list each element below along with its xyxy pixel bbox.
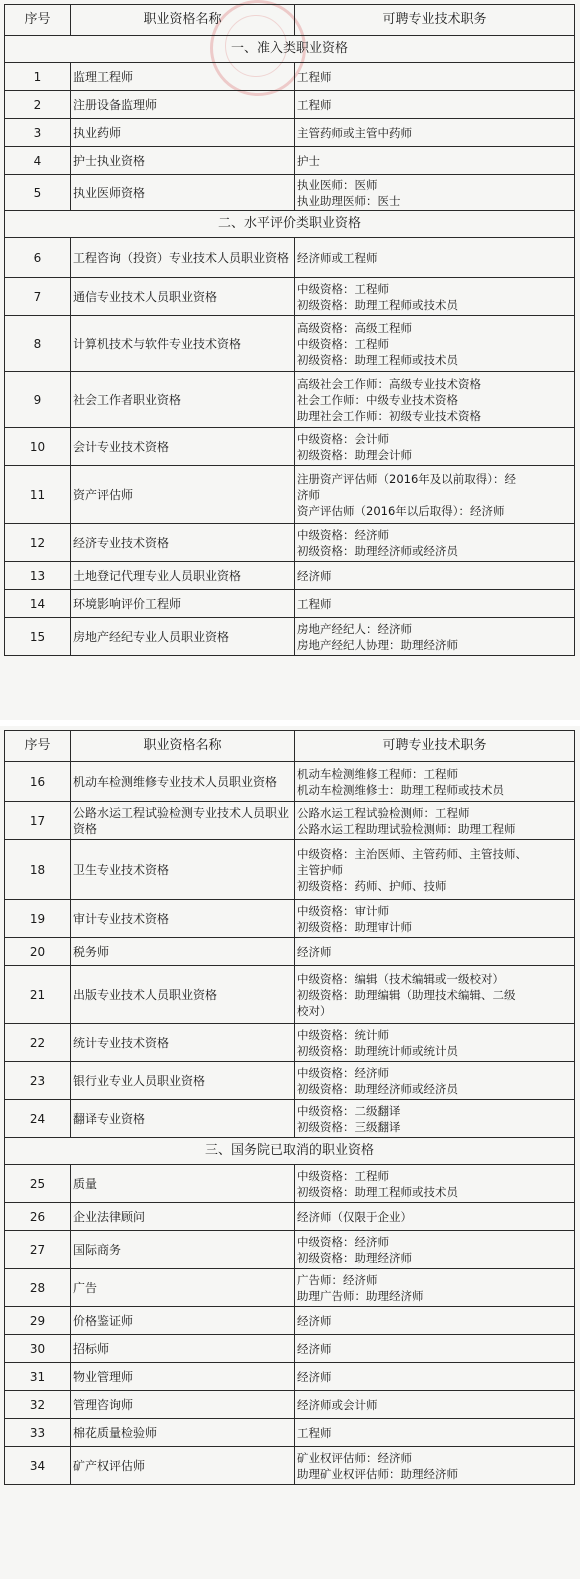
post-line: 房地产经纪人协理：助理经济师	[297, 637, 458, 652]
table-header-row	[5, 731, 575, 762]
post-line: 护士	[297, 153, 320, 168]
row-qualification-name: 税务师	[71, 938, 295, 966]
post-line: 初级资格：助理统计师或统计员	[297, 1043, 458, 1058]
row-qualification-name: 银行业专业人员职业资格	[71, 1062, 295, 1100]
row-serial-number: 28	[5, 1269, 71, 1307]
row-eligible-posts	[295, 1269, 575, 1307]
post-line: 中级资格：编辑（技术编辑或一级校对）	[297, 971, 504, 986]
post-line: 主管护师	[297, 862, 343, 877]
qualification-table-page-1	[4, 4, 575, 656]
row-qualification-name: 棉花质量检验师	[71, 1419, 295, 1447]
row-eligible-posts	[295, 802, 575, 840]
row-eligible-posts	[295, 428, 575, 466]
post-line: 中级资格：审计师	[297, 903, 389, 918]
post-line: 矿业权评估师：经济师	[297, 1450, 412, 1465]
row-serial-number: 17	[5, 802, 71, 840]
row-qualification-name: 执业医师资格	[71, 175, 295, 211]
row-qualification-name: 统计专业技术资格	[71, 1024, 295, 1062]
post-line: 广告师：经济师	[297, 1272, 378, 1287]
post-line: 初级资格：助理编辑（助理技术编辑、二级	[297, 987, 516, 1002]
row-qualification-name: 注册设备监理师	[71, 91, 295, 119]
section-title-page1-2: 二、水平评价类职业资格	[5, 211, 575, 238]
row-eligible-posts	[295, 562, 575, 590]
row-serial-number: 27	[5, 1231, 71, 1269]
post-line: 资产评估师（2016年以后取得）：经济师	[297, 503, 505, 518]
row-eligible-posts	[295, 524, 575, 562]
table-row	[5, 1335, 575, 1363]
section-header-row	[5, 1138, 575, 1165]
post-line: 初级资格：助理工程师或技术员	[297, 297, 458, 312]
row-qualification-name: 环境影响评价工程师	[71, 590, 295, 618]
row-qualification-name: 护士执业资格	[71, 147, 295, 175]
post-line: 执业助理医师：医士	[297, 193, 401, 208]
row-eligible-posts	[295, 1447, 575, 1485]
row-eligible-posts	[295, 63, 575, 91]
post-line: 注册资产评估师（2016年及以前取得）：经	[297, 471, 517, 486]
table-row	[5, 590, 575, 618]
table-row	[5, 238, 575, 278]
table-row	[5, 1269, 575, 1307]
row-serial-number: 11	[5, 466, 71, 524]
document-page-1	[0, 0, 580, 720]
row-serial-number: 34	[5, 1447, 71, 1485]
row-serial-number: 15	[5, 618, 71, 656]
row-eligible-posts	[295, 1307, 575, 1335]
row-qualification-name: 矿产权评估师	[71, 1447, 295, 1485]
row-eligible-posts	[295, 1062, 575, 1100]
post-line: 工程师	[297, 69, 332, 84]
row-serial-number: 21	[5, 966, 71, 1024]
section-header-row	[5, 211, 575, 238]
post-line: 工程师	[297, 97, 332, 112]
row-serial-number: 30	[5, 1335, 71, 1363]
row-eligible-posts	[295, 618, 575, 656]
row-eligible-posts	[295, 1391, 575, 1419]
row-eligible-posts	[295, 1165, 575, 1203]
document-page-2	[0, 726, 580, 1579]
row-eligible-posts	[295, 1203, 575, 1231]
row-serial-number: 16	[5, 762, 71, 802]
row-qualification-name: 卫生专业技术资格	[71, 840, 295, 900]
row-eligible-posts	[295, 966, 575, 1024]
table-row	[5, 1419, 575, 1447]
row-eligible-posts	[295, 372, 575, 428]
table-row	[5, 1447, 575, 1485]
post-line: 中级资格：会计师	[297, 431, 389, 446]
post-line: 中级资格：经济师	[297, 1234, 389, 1249]
row-eligible-posts	[295, 938, 575, 966]
post-line: 经济师	[297, 1369, 332, 1384]
row-qualification-name: 计算机技术与软件专业技术资格	[71, 316, 295, 372]
row-serial-number: 5	[5, 175, 71, 211]
post-line: 经济师	[297, 568, 332, 583]
row-qualification-name: 经济专业技术资格	[71, 524, 295, 562]
table-row	[5, 900, 575, 938]
row-qualification-name: 会计专业技术资格	[71, 428, 295, 466]
post-line: 初级资格：助理会计师	[297, 447, 412, 462]
post-line: 初级资格：助理工程师或技术员	[297, 352, 458, 367]
row-eligible-posts	[295, 91, 575, 119]
row-qualification-name: 价格鉴证师	[71, 1307, 295, 1335]
row-eligible-posts	[295, 762, 575, 802]
row-serial-number: 10	[5, 428, 71, 466]
post-line: 初级资格：助理经济师	[297, 1250, 412, 1265]
post-line: 初级资格：助理经济师或经济员	[297, 1081, 458, 1096]
row-serial-number: 12	[5, 524, 71, 562]
row-qualification-name: 翻译专业资格	[71, 1100, 295, 1138]
table-row	[5, 428, 575, 466]
table-row	[5, 1203, 575, 1231]
post-line: 初级资格：三级翻译	[297, 1119, 401, 1134]
row-qualification-name: 资产评估师	[71, 466, 295, 524]
table-row	[5, 1391, 575, 1419]
post-line: 助理社会工作师：初级专业技术资格	[297, 408, 481, 423]
row-eligible-posts	[295, 278, 575, 316]
header-qualification-name: 职业资格名称	[71, 5, 295, 36]
row-eligible-posts	[295, 840, 575, 900]
row-qualification-name: 企业法律顾问	[71, 1203, 295, 1231]
row-eligible-posts	[295, 590, 575, 618]
table-header-row	[5, 5, 575, 36]
row-qualification-name: 机动车检测维修专业技术人员职业资格	[71, 762, 295, 802]
post-line: 高级社会工作师：高级专业技术资格	[297, 376, 481, 391]
row-eligible-posts	[295, 175, 575, 211]
post-line: 经济师	[297, 1341, 332, 1356]
header-qualification-name: 职业资格名称	[71, 731, 295, 762]
row-serial-number: 13	[5, 562, 71, 590]
header-serial-number: 序号	[5, 731, 71, 762]
post-line: 中级资格：工程师	[297, 336, 389, 351]
post-line: 经济师或工程师	[297, 250, 378, 265]
row-qualification-name: 管理咨询师	[71, 1391, 295, 1419]
row-serial-number: 4	[5, 147, 71, 175]
row-eligible-posts	[295, 900, 575, 938]
row-qualification-name: 招标师	[71, 1335, 295, 1363]
post-line: 机动车检测维修士：助理工程师或技术员	[297, 782, 504, 797]
post-line: 工程师	[297, 1425, 332, 1440]
table-row	[5, 466, 575, 524]
table-row	[5, 802, 575, 840]
row-serial-number: 19	[5, 900, 71, 938]
row-eligible-posts	[295, 1231, 575, 1269]
post-line: 中级资格：主治医师、主管药师、主管技师、	[297, 846, 527, 861]
row-eligible-posts	[295, 119, 575, 147]
row-qualification-name: 监理工程师	[71, 63, 295, 91]
post-line: 初级资格：助理审计师	[297, 919, 412, 934]
row-serial-number: 22	[5, 1024, 71, 1062]
header-eligible-post: 可聘专业技术职务	[295, 731, 575, 762]
row-qualification-name: 审计专业技术资格	[71, 900, 295, 938]
post-line: 中级资格：工程师	[297, 281, 389, 296]
qualification-table-page-2	[4, 730, 575, 1485]
row-qualification-name: 工程咨询（投资）专业技术人员职业资格	[71, 238, 295, 278]
row-eligible-posts	[295, 316, 575, 372]
table-row	[5, 840, 575, 900]
row-serial-number: 33	[5, 1419, 71, 1447]
section-title-page2-3: 三、国务院已取消的职业资格	[5, 1138, 575, 1165]
row-serial-number: 25	[5, 1165, 71, 1203]
row-serial-number: 6	[5, 238, 71, 278]
row-eligible-posts	[295, 1335, 575, 1363]
row-qualification-name: 通信专业技术人员职业资格	[71, 278, 295, 316]
post-line: 公路水运工程助理试验检测师：助理工程师	[297, 821, 516, 836]
header-serial-number: 序号	[5, 5, 71, 36]
row-eligible-posts	[295, 1363, 575, 1391]
table-row	[5, 1100, 575, 1138]
post-line: 房地产经纪人：经济师	[297, 621, 412, 636]
post-line: 工程师	[297, 596, 332, 611]
row-qualification-name: 物业管理师	[71, 1363, 295, 1391]
post-line: 机动车检测维修工程师：工程师	[297, 766, 458, 781]
row-eligible-posts	[295, 1100, 575, 1138]
row-serial-number: 3	[5, 119, 71, 147]
post-line: 经济师	[297, 1313, 332, 1328]
table-row	[5, 562, 575, 590]
post-line: 经济师（仅限于企业）	[297, 1209, 412, 1224]
row-serial-number: 7	[5, 278, 71, 316]
table-row	[5, 1165, 575, 1203]
table-row	[5, 147, 575, 175]
row-eligible-posts	[295, 147, 575, 175]
row-qualification-name: 出版专业技术人员职业资格	[71, 966, 295, 1024]
table-row	[5, 278, 575, 316]
table-row	[5, 91, 575, 119]
row-serial-number: 26	[5, 1203, 71, 1231]
section-title-page1-1: 一、准入类职业资格	[5, 36, 575, 63]
post-line: 主管药师或主管中药师	[297, 125, 412, 140]
post-line: 公路水运工程试验检测师：工程师	[297, 805, 470, 820]
row-eligible-posts	[295, 466, 575, 524]
row-serial-number: 23	[5, 1062, 71, 1100]
row-qualification-name: 公路水运工程试验检测专业技术人员职业资格	[71, 802, 295, 840]
row-serial-number: 20	[5, 938, 71, 966]
row-qualification-name: 质量	[71, 1165, 295, 1203]
row-qualification-name: 广告	[71, 1269, 295, 1307]
post-line: 初级资格：药师、护师、技师	[297, 878, 447, 893]
row-qualification-name: 执业药师	[71, 119, 295, 147]
post-line: 中级资格：经济师	[297, 527, 389, 542]
post-line: 经济师	[297, 944, 332, 959]
table-row	[5, 618, 575, 656]
table-row	[5, 316, 575, 372]
table-row	[5, 1062, 575, 1100]
table-row	[5, 1307, 575, 1335]
row-eligible-posts	[295, 238, 575, 278]
section-header-row	[5, 36, 575, 63]
table-row	[5, 63, 575, 91]
row-serial-number: 14	[5, 590, 71, 618]
row-serial-number: 9	[5, 372, 71, 428]
row-qualification-name: 土地登记代理专业人员职业资格	[71, 562, 295, 590]
row-qualification-name: 社会工作者职业资格	[71, 372, 295, 428]
post-line: 助理广告师：助理经济师	[297, 1288, 424, 1303]
post-line: 校对）	[297, 1003, 332, 1018]
row-serial-number: 31	[5, 1363, 71, 1391]
post-line: 中级资格：工程师	[297, 1168, 389, 1183]
table-row	[5, 1024, 575, 1062]
post-line: 中级资格：经济师	[297, 1065, 389, 1080]
row-serial-number: 1	[5, 63, 71, 91]
table-row	[5, 938, 575, 966]
post-line: 助理矿业权评估师：助理经济师	[297, 1466, 458, 1481]
table-row	[5, 372, 575, 428]
row-serial-number: 2	[5, 91, 71, 119]
post-line: 执业医师：医师	[297, 177, 378, 192]
row-qualification-name: 房地产经纪专业人员职业资格	[71, 618, 295, 656]
post-line: 经济师或会计师	[297, 1397, 378, 1412]
row-serial-number: 18	[5, 840, 71, 900]
row-serial-number: 29	[5, 1307, 71, 1335]
table-row	[5, 119, 575, 147]
post-line: 高级资格：高级工程师	[297, 320, 412, 335]
table-row	[5, 175, 575, 211]
table-row	[5, 966, 575, 1024]
row-eligible-posts	[295, 1419, 575, 1447]
row-qualification-name: 国际商务	[71, 1231, 295, 1269]
post-line: 中级资格：二级翻译	[297, 1103, 401, 1118]
table-row	[5, 762, 575, 802]
table-row	[5, 1231, 575, 1269]
table-row	[5, 1363, 575, 1391]
post-line: 初级资格：助理工程师或技术员	[297, 1184, 458, 1199]
row-serial-number: 24	[5, 1100, 71, 1138]
row-serial-number: 8	[5, 316, 71, 372]
row-eligible-posts	[295, 1024, 575, 1062]
header-eligible-post: 可聘专业技术职务	[295, 5, 575, 36]
row-serial-number: 32	[5, 1391, 71, 1419]
table-row	[5, 524, 575, 562]
post-line: 初级资格：助理经济师或经济员	[297, 543, 458, 558]
post-line: 社会工作师：中级专业技术资格	[297, 392, 458, 407]
post-line: 中级资格：统计师	[297, 1027, 389, 1042]
post-line: 济师	[297, 487, 320, 502]
